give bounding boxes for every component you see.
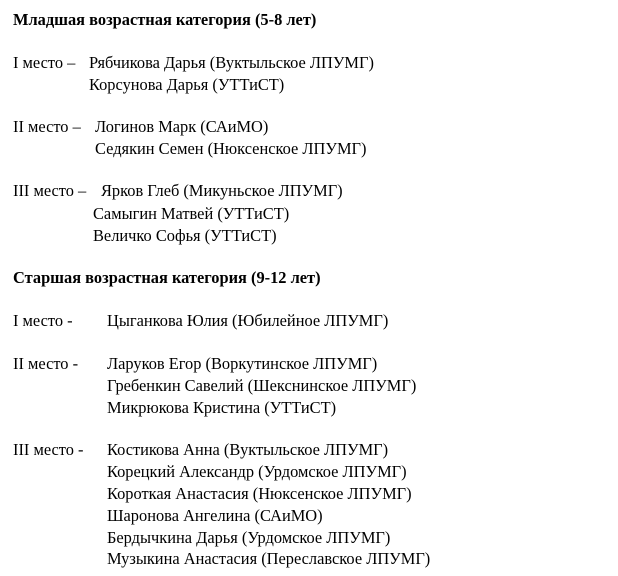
- junior-third-place-winner: Ярков Глеб (Микуньское ЛПУМГ): [101, 181, 343, 200]
- junior-third-place-winner: Величко Софья (УТТиСТ): [93, 226, 277, 245]
- junior-third-place-winner: Самыгин Матвей (УТТиСТ): [93, 204, 290, 223]
- junior-category-heading: Младшая возрастная категория (5-8 лет): [13, 10, 317, 29]
- senior-third-place-label: III место -: [13, 440, 84, 459]
- senior-second-place-winner: Ларуков Егор (Воркутинское ЛПУМГ): [107, 354, 378, 373]
- junior-third-place-label: III место –: [13, 181, 87, 200]
- junior-first-place-winner: Рябчикова Дарья (Вуктыльское ЛПУМГ): [89, 53, 374, 72]
- senior-third-place-winner: Костикова Анна (Вуктыльское ЛПУМГ): [107, 440, 389, 459]
- junior-first-place-label: I место –: [13, 53, 76, 72]
- junior-second-place-winner: Логинов Марк (САиМО): [95, 117, 269, 136]
- senior-third-place-winner: Музыкина Анастасия (Переславское ЛПУМГ): [107, 549, 431, 568]
- junior-second-place-winner: Седякин Семен (Нюксенское ЛПУМГ): [95, 139, 367, 158]
- senior-category-heading: Старшая возрастная категория (9-12 лет): [13, 268, 321, 287]
- junior-second-place-label: II место –: [13, 117, 81, 136]
- senior-third-place-winner: Бердычкина Дарья (Урдомское ЛПУМГ): [107, 528, 391, 547]
- senior-second-place-label: II место -: [13, 354, 79, 373]
- senior-third-place-winner: Шаронова Ангелина (САиМО): [107, 506, 323, 525]
- senior-third-place-winner: Корецкий Александр (Урдомское ЛПУМГ): [107, 462, 407, 481]
- senior-second-place-winner: Микрюкова Кристина (УТТиСТ): [107, 398, 337, 417]
- junior-first-place-winner: Корсунова Дарья (УТТиСТ): [89, 75, 285, 94]
- senior-first-place-winner: Цыганкова Юлия (Юбилейное ЛПУМГ): [107, 311, 389, 330]
- senior-first-place-label: I место -: [13, 311, 73, 330]
- senior-third-place-winner: Короткая Анастасия (Нюксенское ЛПУМГ): [107, 484, 412, 503]
- senior-second-place-winner: Гребенкин Савелий (Шекснинское ЛПУМГ): [107, 376, 417, 395]
